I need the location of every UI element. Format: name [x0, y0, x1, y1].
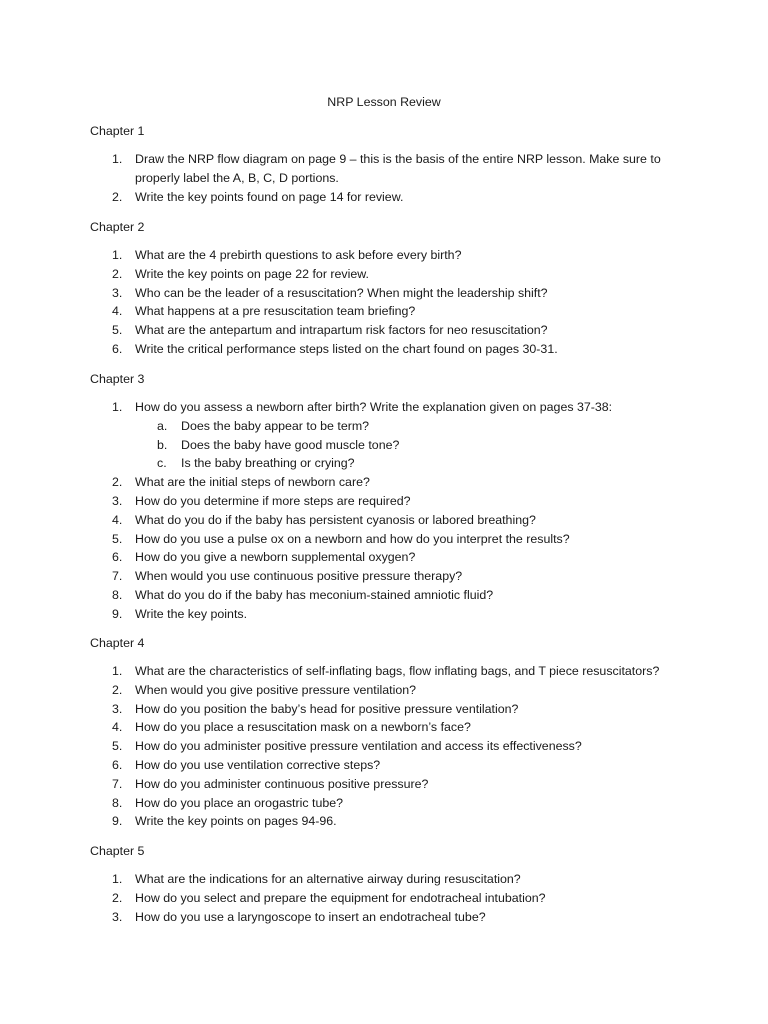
item-number: 2.	[112, 890, 123, 905]
list-item	[0, 662, 680, 681]
item-number: 1.	[112, 152, 123, 166]
item-text: How do you use ventilation corrective steps?	[135, 757, 381, 772]
list-item	[0, 548, 680, 567]
item-text: What do you do if the baby has persistent cyanosis or labored breathing?	[135, 512, 536, 527]
item-number: 5.	[112, 739, 123, 754]
sub-list-item	[135, 454, 680, 473]
item-text: How do you administer positive pressure ventilation and access its effectiveness?	[135, 739, 582, 754]
item-number: 5.	[112, 531, 123, 546]
question-list	[0, 870, 680, 926]
item-number: 2.	[112, 189, 123, 204]
list-item	[0, 889, 680, 908]
list-item	[0, 718, 680, 737]
item-number: 1.	[112, 664, 123, 678]
item-number: 7.	[112, 776, 123, 791]
list-item	[0, 265, 680, 284]
list-item	[0, 586, 680, 605]
item-number: 3.	[112, 909, 123, 924]
list-item	[0, 567, 680, 586]
list-item	[0, 321, 680, 340]
item-number: 7.	[112, 569, 123, 584]
sub-item-text: Does the baby appear to be term?	[181, 418, 370, 433]
item-text: What are the antepartum and intrapartum risk factors for neo resuscitation?	[135, 323, 548, 338]
item-text: How do you use a pulse ox on a newborn and how do you interpret the results?	[135, 531, 570, 546]
item-text: When would you give positive pressure ventilation?	[135, 682, 417, 697]
item-number: 4.	[112, 304, 123, 319]
item-number: 6.	[112, 550, 123, 565]
item-text: What are the characteristics of self-inflating bags, flow inflating bags, and T piece resuscitators?	[135, 664, 660, 678]
list-item	[0, 473, 680, 492]
list-item	[0, 870, 680, 889]
question-list	[0, 398, 680, 624]
chapter-heading: Chapter 4	[90, 636, 145, 650]
item-number: 8.	[112, 587, 123, 602]
list-item	[0, 908, 680, 927]
item-text: What are the indications for an alternative airway during resuscitation?	[135, 872, 521, 886]
list-item	[0, 246, 680, 265]
list-item	[0, 302, 680, 321]
item-text: Write the key points found on page 14 for review.	[135, 189, 404, 204]
item-text: Who can be the leader of a resuscitation? When might the leadership shift?	[135, 285, 548, 300]
item-number: 3.	[112, 493, 123, 508]
sub-item-letter: a.	[157, 418, 168, 433]
sub-item-text: Does the baby have good muscle tone?	[181, 437, 400, 452]
item-number: 6.	[112, 757, 123, 772]
item-number: 3.	[112, 701, 123, 716]
list-item	[0, 150, 680, 188]
item-number: 5.	[112, 323, 123, 338]
sub-list-item	[135, 417, 680, 436]
page-title: NRP Lesson Review	[327, 95, 441, 109]
item-text: When would you use continuous positive pressure therapy?	[135, 569, 463, 584]
list-item	[0, 756, 680, 775]
sub-item-letter: c.	[157, 456, 167, 471]
list-item	[0, 530, 680, 549]
item-text: What happens at a pre resuscitation team briefing?	[135, 304, 416, 319]
chapter-heading: Chapter 3	[90, 372, 145, 386]
chapter-heading: Chapter 2	[90, 220, 145, 234]
chapter-heading: Chapter 5	[90, 844, 145, 858]
list-item	[0, 188, 680, 207]
list-item	[0, 812, 680, 831]
item-text: Draw the NRP flow diagram on page 9 – this is the basis of the entire NRP lesson. Make sure to properly label the A, B, C, D portions.	[135, 152, 661, 185]
item-text: How do you place a resuscitation mask on a newborn’s face?	[135, 720, 471, 735]
item-number: 9.	[112, 606, 123, 621]
item-text: How do you determine if more steps are required?	[135, 493, 411, 508]
item-text: Write the key points on page 22 for review.	[135, 266, 369, 281]
item-number: 4.	[112, 512, 123, 527]
item-text: How do you administer continuous positive pressure?	[135, 776, 429, 791]
item-number: 1.	[112, 400, 123, 414]
item-number: 2.	[112, 682, 123, 697]
item-text: How do you select and prepare the equipment for endotracheal intubation?	[135, 890, 546, 905]
list-item	[0, 511, 680, 530]
list-item	[0, 284, 680, 303]
item-text: Write the key points on pages 94-96.	[135, 814, 337, 829]
item-number: 1.	[112, 872, 123, 886]
item-number: 2.	[112, 266, 123, 281]
item-text: How do you place an orogastric tube?	[135, 795, 344, 810]
chapter-heading: Chapter 1	[90, 124, 145, 138]
item-number: 6.	[112, 341, 123, 356]
sub-list-item	[135, 436, 680, 455]
item-text: How do you use a laryngoscope to insert an endotracheal tube?	[135, 909, 486, 924]
item-text: What are the 4 prebirth questions to ask before every birth?	[135, 248, 462, 262]
question-list	[0, 662, 680, 831]
question-list	[0, 150, 680, 206]
list-item	[0, 605, 680, 624]
list-item	[0, 340, 680, 359]
list-item	[0, 492, 680, 511]
item-text: Write the key points.	[135, 606, 248, 621]
item-text: How do you assess a newborn after birth? Write the explanation given on pages 37-38:	[135, 400, 613, 414]
item-number: 4.	[112, 720, 123, 735]
item-text: Write the critical performance steps listed on the chart found on pages 30-31.	[135, 341, 558, 356]
list-item	[0, 398, 680, 473]
list-item	[0, 775, 680, 794]
item-text: How do you position the baby’s head for positive pressure ventilation?	[135, 701, 519, 716]
item-number: 8.	[112, 795, 123, 810]
list-item	[0, 794, 680, 813]
item-text: What do you do if the baby has meconium-stained amniotic fluid?	[135, 587, 494, 602]
item-text: What are the initial steps of newborn care?	[135, 475, 370, 490]
sub-item-text: Is the baby breathing or crying?	[181, 456, 355, 471]
item-number: 9.	[112, 814, 123, 829]
item-text: How do you give a newborn supplemental oxygen?	[135, 550, 416, 565]
list-item	[0, 681, 680, 700]
item-number: 2.	[112, 475, 123, 490]
sub-item-letter: b.	[157, 437, 168, 452]
item-number: 3.	[112, 285, 123, 300]
question-list	[0, 246, 680, 359]
sub-question-list	[135, 417, 680, 473]
item-number: 1.	[112, 248, 123, 262]
list-item	[0, 700, 680, 719]
list-item	[0, 737, 680, 756]
